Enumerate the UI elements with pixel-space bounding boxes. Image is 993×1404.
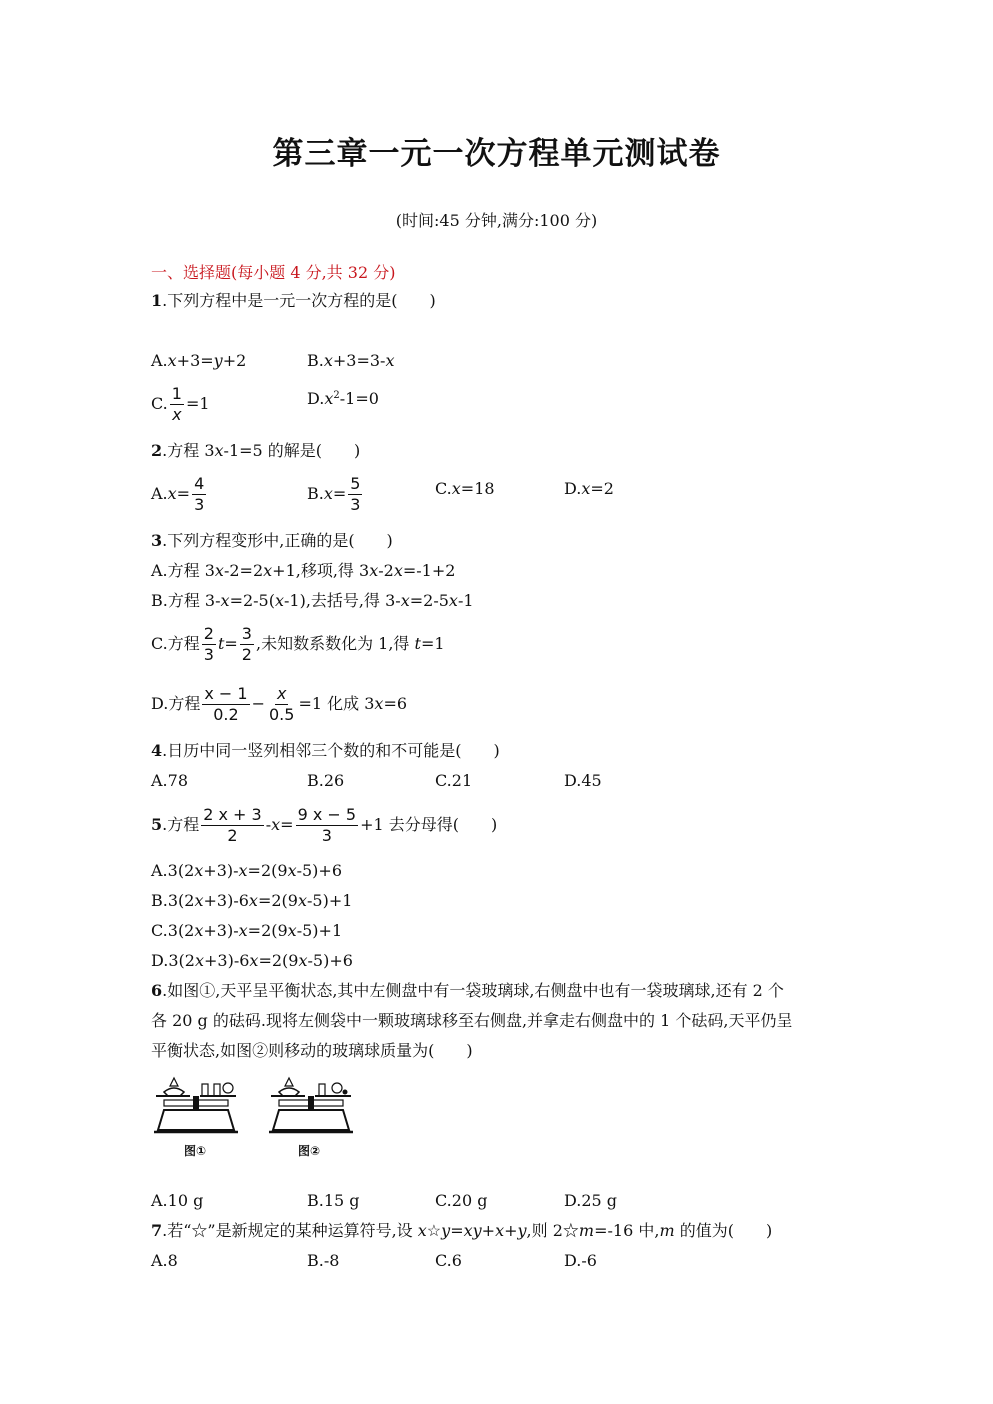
figure-2-label: 图② <box>298 1144 321 1158</box>
fraction: $\frac{x}{0.5}$ <box>269 684 295 724</box>
question-6-stem-line1: 6.如图①,天平呈平衡状态,其中左侧盘中有一袋玻璃球,右侧盘中也有一袋玻璃球,还有 2 个 <box>151 981 784 1000</box>
question-2-option-a: A.x= $\frac{4}{3}$ <box>151 474 205 514</box>
question-6-option-c: C.20 g <box>435 1191 488 1210</box>
question-6-option-b: B.15 g <box>307 1191 360 1210</box>
question-7-stem: 7.若“☆”是新规定的某种运算符号,设 x☆y=xy+x+y,则 2☆m=-16 中,m 的值为( ) <box>151 1221 773 1240</box>
question-6-option-d: D.25 g <box>564 1191 618 1210</box>
balance-scale-figure-1 <box>150 1070 242 1136</box>
question-7-option-c: C.6 <box>435 1251 462 1270</box>
question-1-option-c: C. $\frac{1}{x}$ =1 <box>151 384 210 424</box>
figure-1-label: 图① <box>184 1144 207 1158</box>
question-6-option-a: A.10 g <box>151 1191 204 1210</box>
question-3-stem: 3.下列方程变形中,正确的是( ) <box>151 531 393 550</box>
question-5-option-b: B.3(2x+3)-6x=2(9x-5)+1 <box>151 891 353 910</box>
question-2-option-b: B.x= $\frac{5}{3}$ <box>307 474 361 514</box>
question-6-stem-line3: 平衡状态,如图②则移动的玻璃球质量为( ) <box>151 1041 473 1060</box>
exam-info: (时间:45 分钟,满分:100 分) <box>395 211 598 230</box>
question-4-option-b: B.26 <box>307 771 345 790</box>
question-5-option-a: A.3(2x+3)-x=2(9x-5)+6 <box>151 861 343 880</box>
question-5-option-c: C.3(2x+3)-x=2(9x-5)+1 <box>151 921 343 940</box>
question-2-stem: 2.方程 3x-1=5 的解是( ) <box>151 441 361 460</box>
question-3-option-b: B.方程 3-x=2-5(x-1),去括号,得 3-x=2-5x-1 <box>151 591 474 610</box>
fraction: $\frac{2}{3}$ <box>203 624 214 664</box>
question-1-option-b: B.x+3=3-x <box>307 351 395 370</box>
question-1-option-d: $D.x^2-1=0$ <box>307 389 379 408</box>
section-heading: 一、选择题(每小题 4 分,共 32 分) <box>151 263 396 282</box>
fraction: $\frac{x - 1}{0.2}$ <box>204 684 248 724</box>
question-4-option-c: C.21 <box>435 771 473 790</box>
question-7-option-d: D.-6 <box>564 1251 597 1270</box>
question-3-option-d: D.方程 $\frac{x - 1}{0.2}$ − $\frac{x}{0.5}$ =1 化成 3x=6 <box>151 684 408 724</box>
question-3-option-a: A.方程 3x-2=2x+1,移项,得 3x-2x=-1+2 <box>151 561 456 580</box>
question-5-stem: 5.方程 $\frac{2 x + 3}{2}$ -x= $\frac{9 x - 5}{3}$ +1 去分母得( ) <box>151 805 498 845</box>
fraction: $\frac{5}{3}$ <box>350 474 361 514</box>
question-1-stem: 1.下列方程中是一元一次方程的是( ) <box>151 291 436 310</box>
question-4-option-d: D.45 <box>564 771 602 790</box>
question-1-option-a: A.x+3=y+2 <box>151 351 247 370</box>
question-5-option-d: D.3(2x+3)-6x=2(9x-5)+6 <box>151 951 353 970</box>
question-4-stem: 4.日历中同一竖列相邻三个数的和不可能是( ) <box>151 741 500 760</box>
fraction: $\frac{4}{3}$ <box>194 474 205 514</box>
question-4-option-a: A.78 <box>151 771 188 790</box>
question-2-option-d: D.x=2 <box>564 479 614 498</box>
question-3-option-c: C.方程 $\frac{2}{3}$ t= $\frac{3}{2}$ ,未知数系数化为 1,得 t=1 <box>151 624 445 664</box>
fraction: $\frac{3}{2}$ <box>241 624 252 664</box>
fraction: $\frac{9 x - 5}{3}$ <box>297 805 357 845</box>
balance-scale-figure-2 <box>265 1070 357 1136</box>
question-6-stem-line2: 各 20 g 的砝码.现将左侧袋中一颗玻璃球移至右侧盘,并拿走右侧盘中的 1 个砝码,天平仍呈 <box>151 1011 793 1030</box>
question-7-option-a: A.8 <box>151 1251 178 1270</box>
question-2-option-c: C.x=18 <box>435 479 495 498</box>
page-title: 第三章一元一次方程单元测试卷 <box>272 136 721 172</box>
fraction: $\frac{2 x + 3}{2}$ <box>203 805 262 845</box>
question-7-option-b: B.-8 <box>307 1251 340 1270</box>
fraction: $\frac{1}{x}$ <box>171 384 182 424</box>
